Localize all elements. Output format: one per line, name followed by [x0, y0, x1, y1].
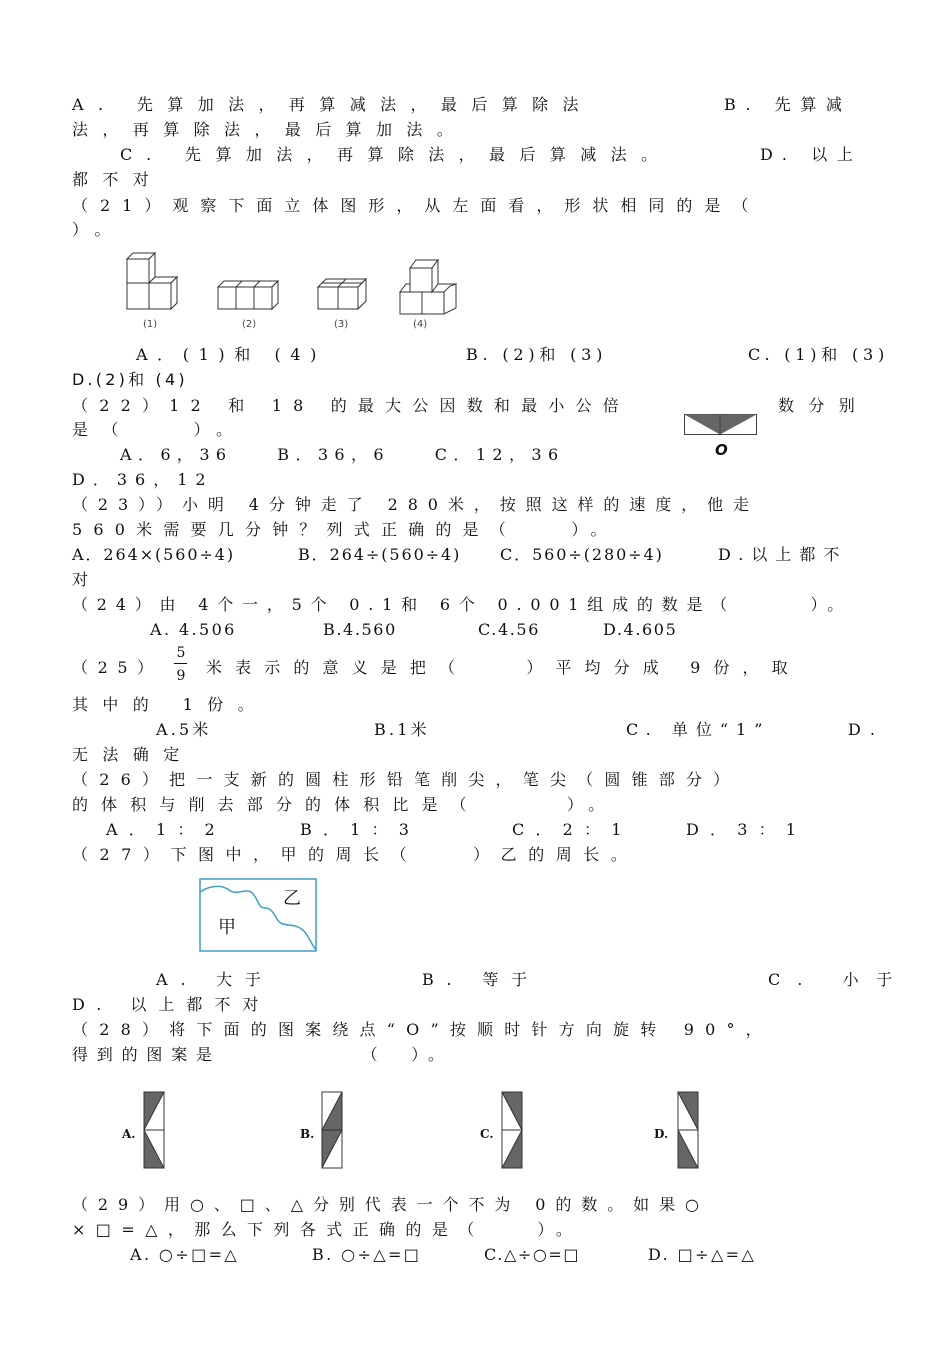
- q21-option-d: D.(2)和 (4): [72, 370, 188, 389]
- q28-label-c: C.: [480, 1127, 494, 1141]
- q28-option-figures: [110, 1092, 710, 1172]
- q23-option-d: D.以上都不: [718, 545, 848, 564]
- q20-option-a: A. 先算加法，再算减法，最后算除法: [72, 95, 593, 114]
- fraction-numerator: 5: [176, 645, 186, 661]
- q27-option-c: C. 小于: [768, 970, 910, 989]
- q28-label-a: A.: [122, 1127, 136, 1141]
- q26-option-c: C．2：1: [512, 820, 633, 839]
- q29-option-d: D. □÷△=△: [648, 1245, 757, 1264]
- q29-stem-cont: ×□=△，那么下列各式正确的是（ ）。: [72, 1220, 583, 1239]
- q24-stem: （24）由 4个一，5个 0.1和 6个 0.001组成的数是（ ）。: [72, 595, 853, 614]
- fraction-denominator: 9: [176, 668, 186, 684]
- q26-option-a: A．1：2: [106, 820, 226, 839]
- q21-stem: （21）观察下面立体图形，从左面看，形状相同的是（: [72, 196, 761, 215]
- q21-stem-cont: ）。: [72, 220, 125, 239]
- fraction-bar: [174, 663, 187, 664]
- q28-stem-cont: 得到的图案是 （ ）。: [72, 1045, 453, 1064]
- q23-option-d-cont: 对: [72, 570, 103, 589]
- q25-option-c: C. 单位“1”: [626, 720, 771, 739]
- cube-figure-1: [127, 253, 177, 309]
- q21-option-c: C. (1)和 (3): [748, 345, 890, 364]
- q21-option-a: A．(1)和 (4): [136, 345, 326, 364]
- q21-cube-figures: [120, 253, 460, 333]
- q24-option-c: C.4.56: [478, 620, 540, 639]
- q23-stem: （23））小明 4分钟走了 280米，按照这样的速度，他走: [72, 495, 759, 514]
- q26-stem-cont: 的体积与削去部分的体积比是（ ）。: [72, 795, 618, 814]
- label-yi: 乙: [283, 888, 312, 909]
- q20-option-b: B. 先算减: [724, 95, 852, 114]
- q21-caption-1: (1): [143, 319, 158, 330]
- q25-option-b: B.1米: [374, 720, 430, 739]
- cube-figure-4: [400, 260, 456, 314]
- q22-stem: （22）12 和 18 的最大公因数和最小公倍: [72, 396, 630, 415]
- q24-option-d: D.4.605: [603, 620, 678, 639]
- q27-option-d: D. 以上都不对: [72, 995, 271, 1014]
- q24-option-b: B.4.560: [323, 620, 397, 639]
- q25-option-a: A.5米: [156, 720, 212, 739]
- option-d-figure: [678, 1092, 698, 1168]
- q28-stem: （28）将下面的图案绕点“O”按顺时针方向旋转 90°，: [72, 1020, 773, 1039]
- q21-option-b: B. (2)和 (3): [466, 345, 608, 364]
- q27-stem: （27）下图中，甲的周长（ ）乙的周长。: [72, 845, 639, 864]
- q29-option-a: A. ○÷□=△: [130, 1245, 240, 1264]
- q20-option-b-cont: 法，再算除法，最后算加法。: [72, 120, 468, 139]
- q27-option-a: A. 大于: [156, 970, 274, 989]
- q25-prefix: （25）: [72, 658, 163, 677]
- q22-option-d: D．36，12: [72, 470, 214, 489]
- q25-option-d-cont: 无法确定: [72, 745, 194, 764]
- q28-label-d: D.: [654, 1127, 669, 1141]
- q27-option-b: B. 等于: [422, 970, 540, 989]
- option-a-figure: [144, 1092, 164, 1168]
- q24-option-a: A. 4.506: [150, 620, 237, 639]
- q25-stem-cont: 其中的 1份。: [72, 695, 269, 714]
- q22-options: A．6，36 B．36，6 C．12，36: [120, 445, 565, 464]
- label-jia: 甲: [218, 917, 247, 938]
- q26-option-b: B．1：3: [300, 820, 421, 839]
- cube-figure-2: [218, 281, 278, 309]
- q20-option-d-cont: 都不对: [72, 170, 164, 189]
- q29-option-c: C.△÷○=□: [484, 1245, 581, 1264]
- option-c-figure: [502, 1092, 522, 1168]
- q25-option-d: D.: [848, 720, 885, 739]
- q21-caption-4: (4): [413, 319, 428, 330]
- q22-stem-cont: 是（ ）。: [72, 420, 247, 439]
- q23-option-b: B．264÷(560÷4): [298, 545, 462, 564]
- q21-caption-3: (3): [334, 319, 349, 330]
- q26-stem: （26）把一支新的圆柱形铅笔削尖，笔尖（圆锥部分）: [72, 770, 741, 789]
- q26-option-d: D．3：1: [686, 820, 808, 839]
- option-b-figure: [322, 1092, 342, 1168]
- q28-label-b: B.: [300, 1127, 315, 1141]
- q20-option-c: C. 先算加法，再算除法，最后算减法。: [120, 145, 672, 164]
- cube-figure-3: [318, 279, 366, 309]
- q25-stem: 米表示的意义是把（ ）平均分成 9份，取: [206, 658, 801, 677]
- q23-option-a: A．264×(560÷4): [72, 545, 236, 564]
- q21-caption-2: (2): [242, 319, 257, 330]
- q29-option-b: B. ○÷△=□: [312, 1245, 422, 1264]
- q29-stem: （29）用○、□、△分别代表一个不为 0的数。如果○: [72, 1195, 709, 1214]
- q22-stem-right: 数分别: [778, 396, 870, 415]
- q23-stem-cont: 560米需要几分钟？列式正确的是（ ）。: [72, 520, 618, 539]
- q20-option-d: D. 以上: [760, 145, 863, 164]
- q23-option-c: C．560÷(280÷4): [500, 545, 664, 564]
- rotation-point-label: O: [715, 441, 737, 459]
